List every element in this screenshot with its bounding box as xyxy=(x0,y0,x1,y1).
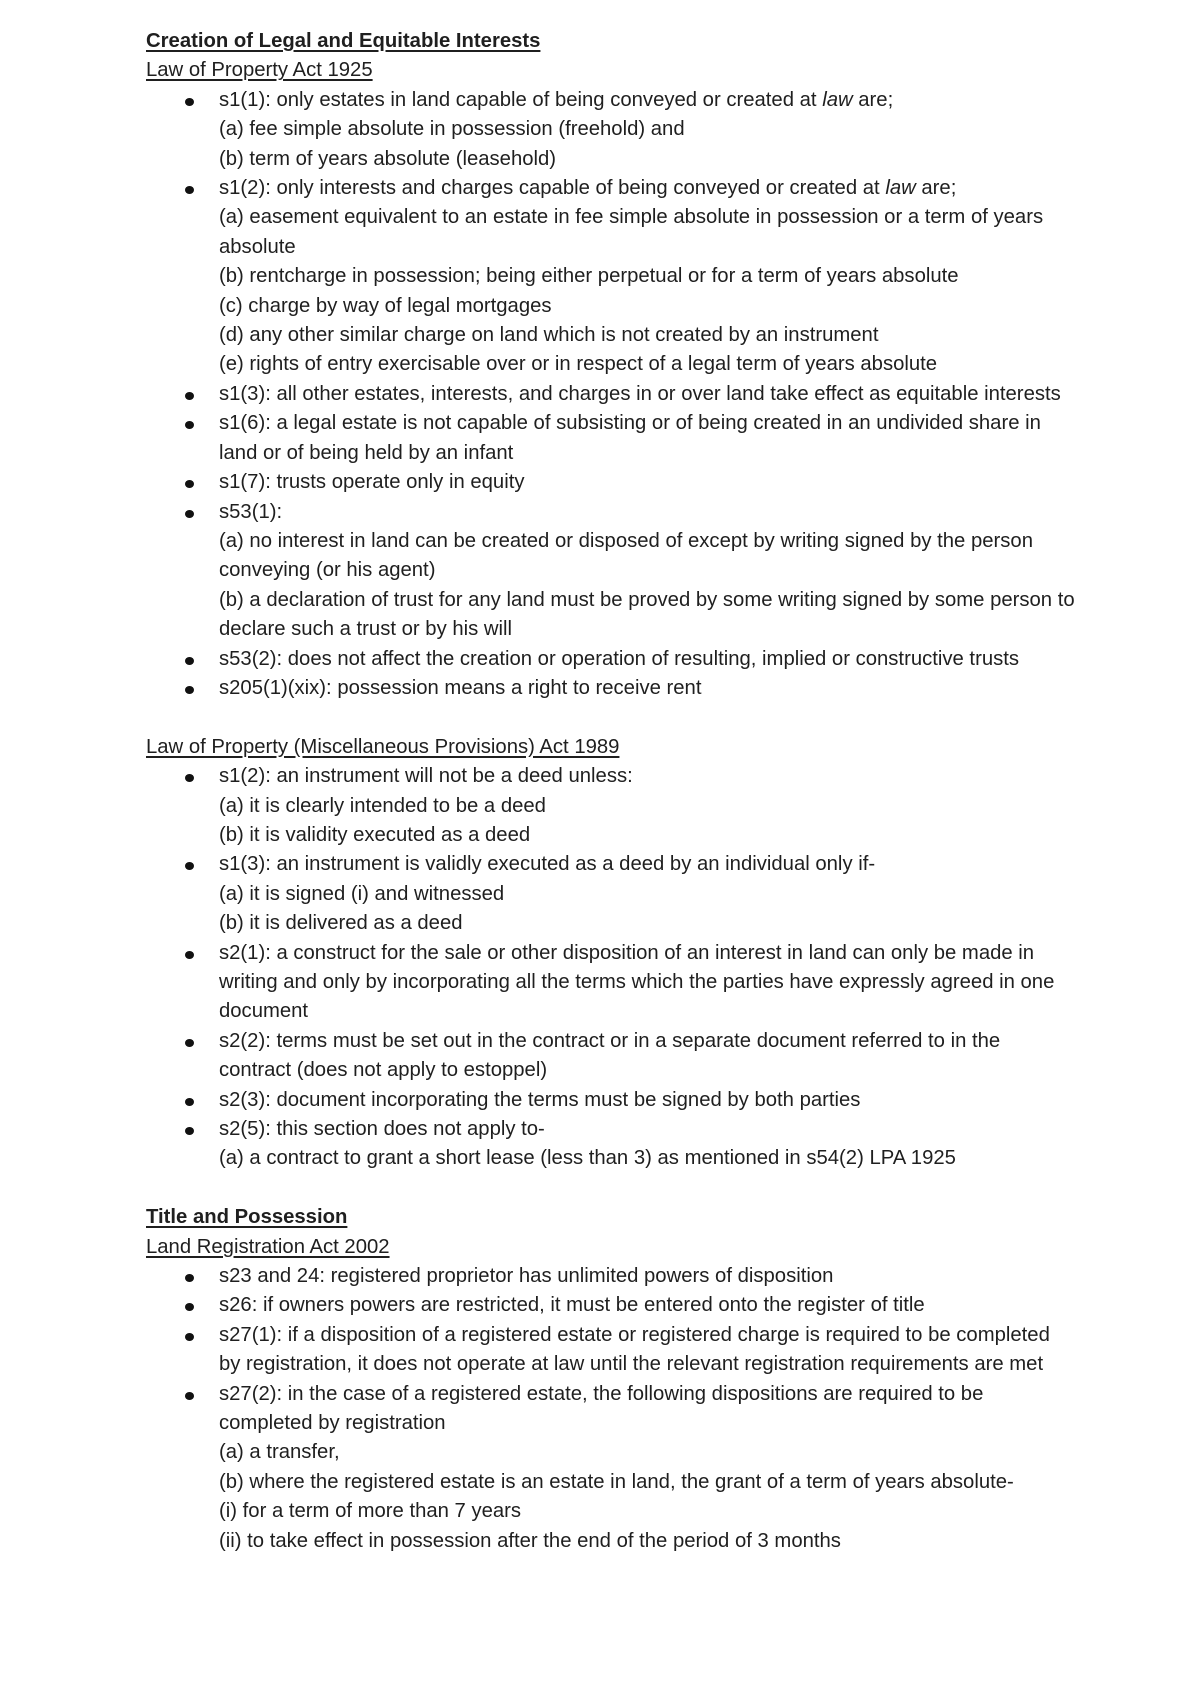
item-text: are; xyxy=(852,88,894,111)
item-text: s2(1): a construct for the sale or other disposition of an interest in land can only be made in writing and only by incorporating all the terms which the parties have expressly agreed in one document xyxy=(219,941,1055,1023)
item-text: s1(3): all other estates, interests, and charges in or over land take effect as equitable interests xyxy=(219,382,1061,405)
item-text: s1(7): trusts operate only in equity xyxy=(219,471,525,494)
bullet-icon xyxy=(185,421,194,429)
item-text: s2(2): terms must be set out in the contract or in a separate document referred to in the contract (does not apply to estoppel) xyxy=(219,1029,1001,1082)
bullet-icon xyxy=(185,1392,194,1400)
act-title: Land Registration Act 2002 xyxy=(146,1235,390,1258)
list-item xyxy=(146,674,1076,703)
item-text: s27(2): in the case of a registered estate, the following dispositions are required to be completed by registration xyxy=(219,1382,984,1435)
sub-item: (e) rights of entry exercisable over or in respect of a legal term of years absolute xyxy=(219,353,938,376)
item-text: s2(3): document incorporating the terms must be signed by both parties xyxy=(219,1088,861,1111)
bullet-icon xyxy=(185,1039,194,1047)
document-page xyxy=(146,27,1076,1556)
item-text: s1(3): an instrument is validly executed as a deed by an individual only if- xyxy=(219,853,876,876)
bullet-icon xyxy=(185,774,194,782)
section-heading: Title and Possession xyxy=(146,1206,348,1229)
item-text: s2(5): this section does not apply to- xyxy=(219,1118,545,1141)
act-title: Law of Property Act 1925 xyxy=(146,59,373,82)
sub-item: (a) a transfer, xyxy=(219,1441,340,1464)
sub-item: (c) charge by way of legal mortgages xyxy=(219,294,552,317)
list-item xyxy=(146,1321,1076,1380)
sub-item: (b) it is validity executed as a deed xyxy=(219,823,531,846)
list-item xyxy=(146,380,1076,409)
sub-item: (d) any other similar charge on land which is not created by an instrument xyxy=(219,324,879,347)
bullet-icon xyxy=(185,98,194,106)
blank-line xyxy=(146,1174,1076,1203)
sub-item: (ii) to take effect in possession after the end of the period of 3 months xyxy=(219,1529,841,1552)
list-item xyxy=(146,850,1076,938)
item-text: s1(6): a legal estate is not capable of subsisting or of being created in an undivided share in land or of being held by an infant xyxy=(219,412,1041,464)
item-text: s26: if owners powers are restricted, it must be entered onto the register of title xyxy=(219,1294,925,1317)
list-item xyxy=(146,498,1076,645)
bullet-icon xyxy=(185,1127,194,1135)
bullet-icon xyxy=(185,686,194,694)
sub-item: (b) term of years absolute (leasehold) xyxy=(219,147,557,170)
item-text: are; xyxy=(915,177,957,200)
item-text: s1(1): only estates in land capable of being conveyed or created at xyxy=(219,88,823,111)
act-title: Law of Property (Miscellaneous Provisions) Act 1989 xyxy=(146,735,620,758)
sub-item: (a) a contract to grant a short lease (less than 3) as mentioned in s54(2) LPA 1925 xyxy=(219,1147,956,1170)
list-item xyxy=(146,1115,1076,1174)
sub-item: (a) easement equivalent to an estate in fee simple absolute in possession or a term of years absolute xyxy=(219,206,1044,258)
bullet-icon xyxy=(185,1274,194,1282)
item-emphasis: law xyxy=(822,88,853,111)
list-item xyxy=(146,1380,1076,1556)
sub-item: (a) it is signed (i) and witnessed xyxy=(219,882,505,905)
item-text: s53(2): does not affect the creation or operation of resulting, implied or constructive trusts xyxy=(219,647,1020,670)
item-text: s27(1): if a disposition of a registered estate or registered charge is required to be completed by registration, it does not operate at law until the relevant registration requirements are met xyxy=(219,1323,1050,1376)
sub-item: (a) it is clearly intended to be a deed xyxy=(219,794,546,817)
list-item xyxy=(146,174,1076,380)
bullet-icon xyxy=(185,862,194,870)
sub-item: (a) no interest in land can be created or disposed of except by writing signed by the person conveying (or his agent) xyxy=(219,529,1033,582)
bullet-icon xyxy=(185,186,194,194)
list-item xyxy=(146,1027,1076,1086)
sub-item: (i) for a term of more than 7 years xyxy=(219,1500,522,1523)
item-text: s53(1): xyxy=(219,500,283,523)
bullet-icon xyxy=(185,392,194,400)
provision-list xyxy=(146,86,1076,704)
item-emphasis: law xyxy=(885,177,916,200)
item-text: s23 and 24: registered proprietor has unlimited powers of disposition xyxy=(219,1265,834,1288)
section-heading: Creation of Legal and Equitable Interests xyxy=(146,30,541,52)
item-text: s1(2): only interests and charges capable of being conveyed or created at xyxy=(219,177,886,200)
bullet-icon xyxy=(185,480,194,488)
bullet-icon xyxy=(185,1303,194,1311)
sub-item: (b) a declaration of trust for any land must be proved by some writing signed by some person to declare such a trust or by his will xyxy=(219,588,1075,641)
list-item xyxy=(146,1086,1076,1115)
bullet-icon xyxy=(185,657,194,665)
provision-list xyxy=(146,1262,1076,1556)
sub-item: (b) where the registered estate is an estate in land, the grant of a term of years absolute- xyxy=(219,1470,1014,1493)
bullet-icon xyxy=(185,1098,194,1106)
list-item xyxy=(146,1291,1076,1320)
list-item xyxy=(146,409,1076,468)
list-item xyxy=(146,939,1076,1027)
provision-list xyxy=(146,762,1076,1174)
blank-line xyxy=(146,703,1076,732)
bullet-icon xyxy=(185,951,194,959)
list-item xyxy=(146,86,1076,174)
item-text: s205(1)(xix): possession means a right to receive rent xyxy=(219,676,702,699)
sub-item: (b) rentcharge in possession; being either perpetual or for a term of years absolute xyxy=(219,265,959,288)
list-item xyxy=(146,645,1076,674)
item-text: s1(2): an instrument will not be a deed unless: xyxy=(219,765,633,788)
bullet-icon xyxy=(185,1333,194,1341)
sub-item: (b) it is delivered as a deed xyxy=(219,912,463,935)
sub-item: (a) fee simple absolute in possession (freehold) and xyxy=(219,118,685,141)
list-item xyxy=(146,1262,1076,1291)
bullet-icon xyxy=(185,510,194,518)
list-item xyxy=(146,762,1076,850)
list-item xyxy=(146,468,1076,497)
